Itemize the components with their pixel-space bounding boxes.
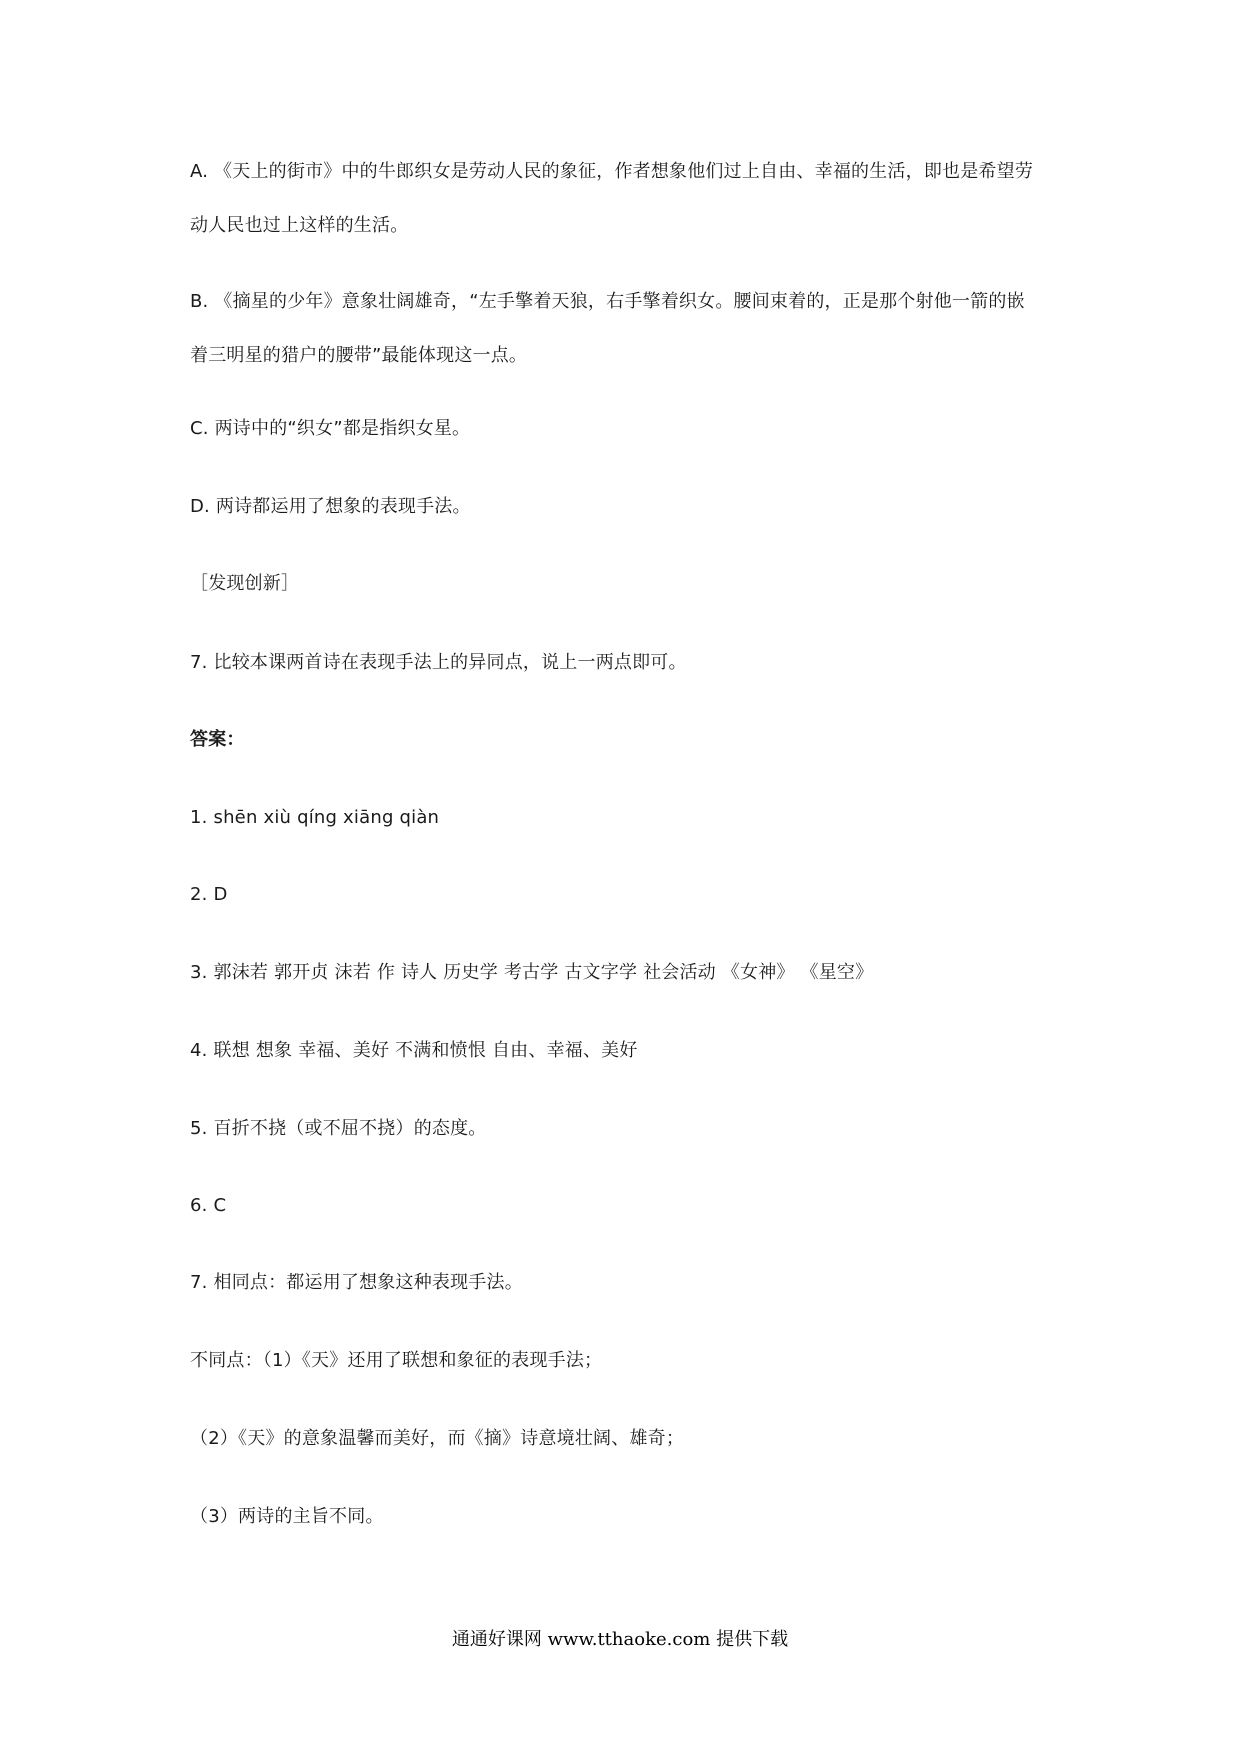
footer-credit: 通通好课网 www.tthaoke.com 提供下载 (451, 1629, 789, 1650)
answer-5: 5. 百折不挠（或不屈不挠）的态度。 (190, 1118, 487, 1139)
answer-7-diff-1: 不同点：（1）《天》还用了联想和象征的表现手法； (190, 1350, 603, 1371)
answers-heading: 答案： (190, 729, 245, 750)
question-7: 7. 比较本课两首诗在表现手法上的异同点，说上一两点即可。 (190, 652, 687, 673)
option-d: D. 两诗都运用了想象的表现手法。 (190, 496, 471, 517)
section-label: ［发现创新］ (190, 573, 300, 594)
option-a-line-1: A. 《天上的街市》中的牛郎织女是劳动人民的象征，作者想象他们过上自由、幸福的生活，即也是希望劳 (190, 161, 1034, 182)
answer-1: 1. shēn xiù qíng xiāng qiàn (190, 807, 440, 828)
option-a-line-2: 动人民也过上这样的生活。 (190, 215, 409, 236)
answer-7-same: 7. 相同点：都运用了想象这种表现手法。 (190, 1272, 523, 1293)
answer-3: 3. 郭沫若 郭开贞 沫若 作 诗人 历史学 考古学 古文字学 社会活动 《女神》 《星空》 (190, 962, 874, 983)
answer-7-diff-2: （2）《天》的意象温馨而美好，而《摘》诗意境壮阔、雄奇； (190, 1428, 685, 1449)
answer-4: 4. 联想 想象 幸福、美好 不满和愤恨 自由、幸福、美好 (190, 1040, 638, 1061)
answer-6: 6. C (190, 1195, 227, 1216)
option-c: C. 两诗中的“织女”都是指织女星。 (190, 418, 471, 439)
option-b-line-2: 着三明星的猎户的腰带”最能体现这一点。 (190, 345, 528, 366)
option-b-line-1: B. 《摘星的少年》意象壮阔雄奇，“左手擎着天狼，右手擎着织女。腰间束着的，正是那个射他一箭的嵌 (190, 291, 1025, 312)
answer-2: 2. D (190, 884, 228, 905)
answer-7-diff-3: （3）两诗的主旨不同。 (190, 1506, 384, 1527)
